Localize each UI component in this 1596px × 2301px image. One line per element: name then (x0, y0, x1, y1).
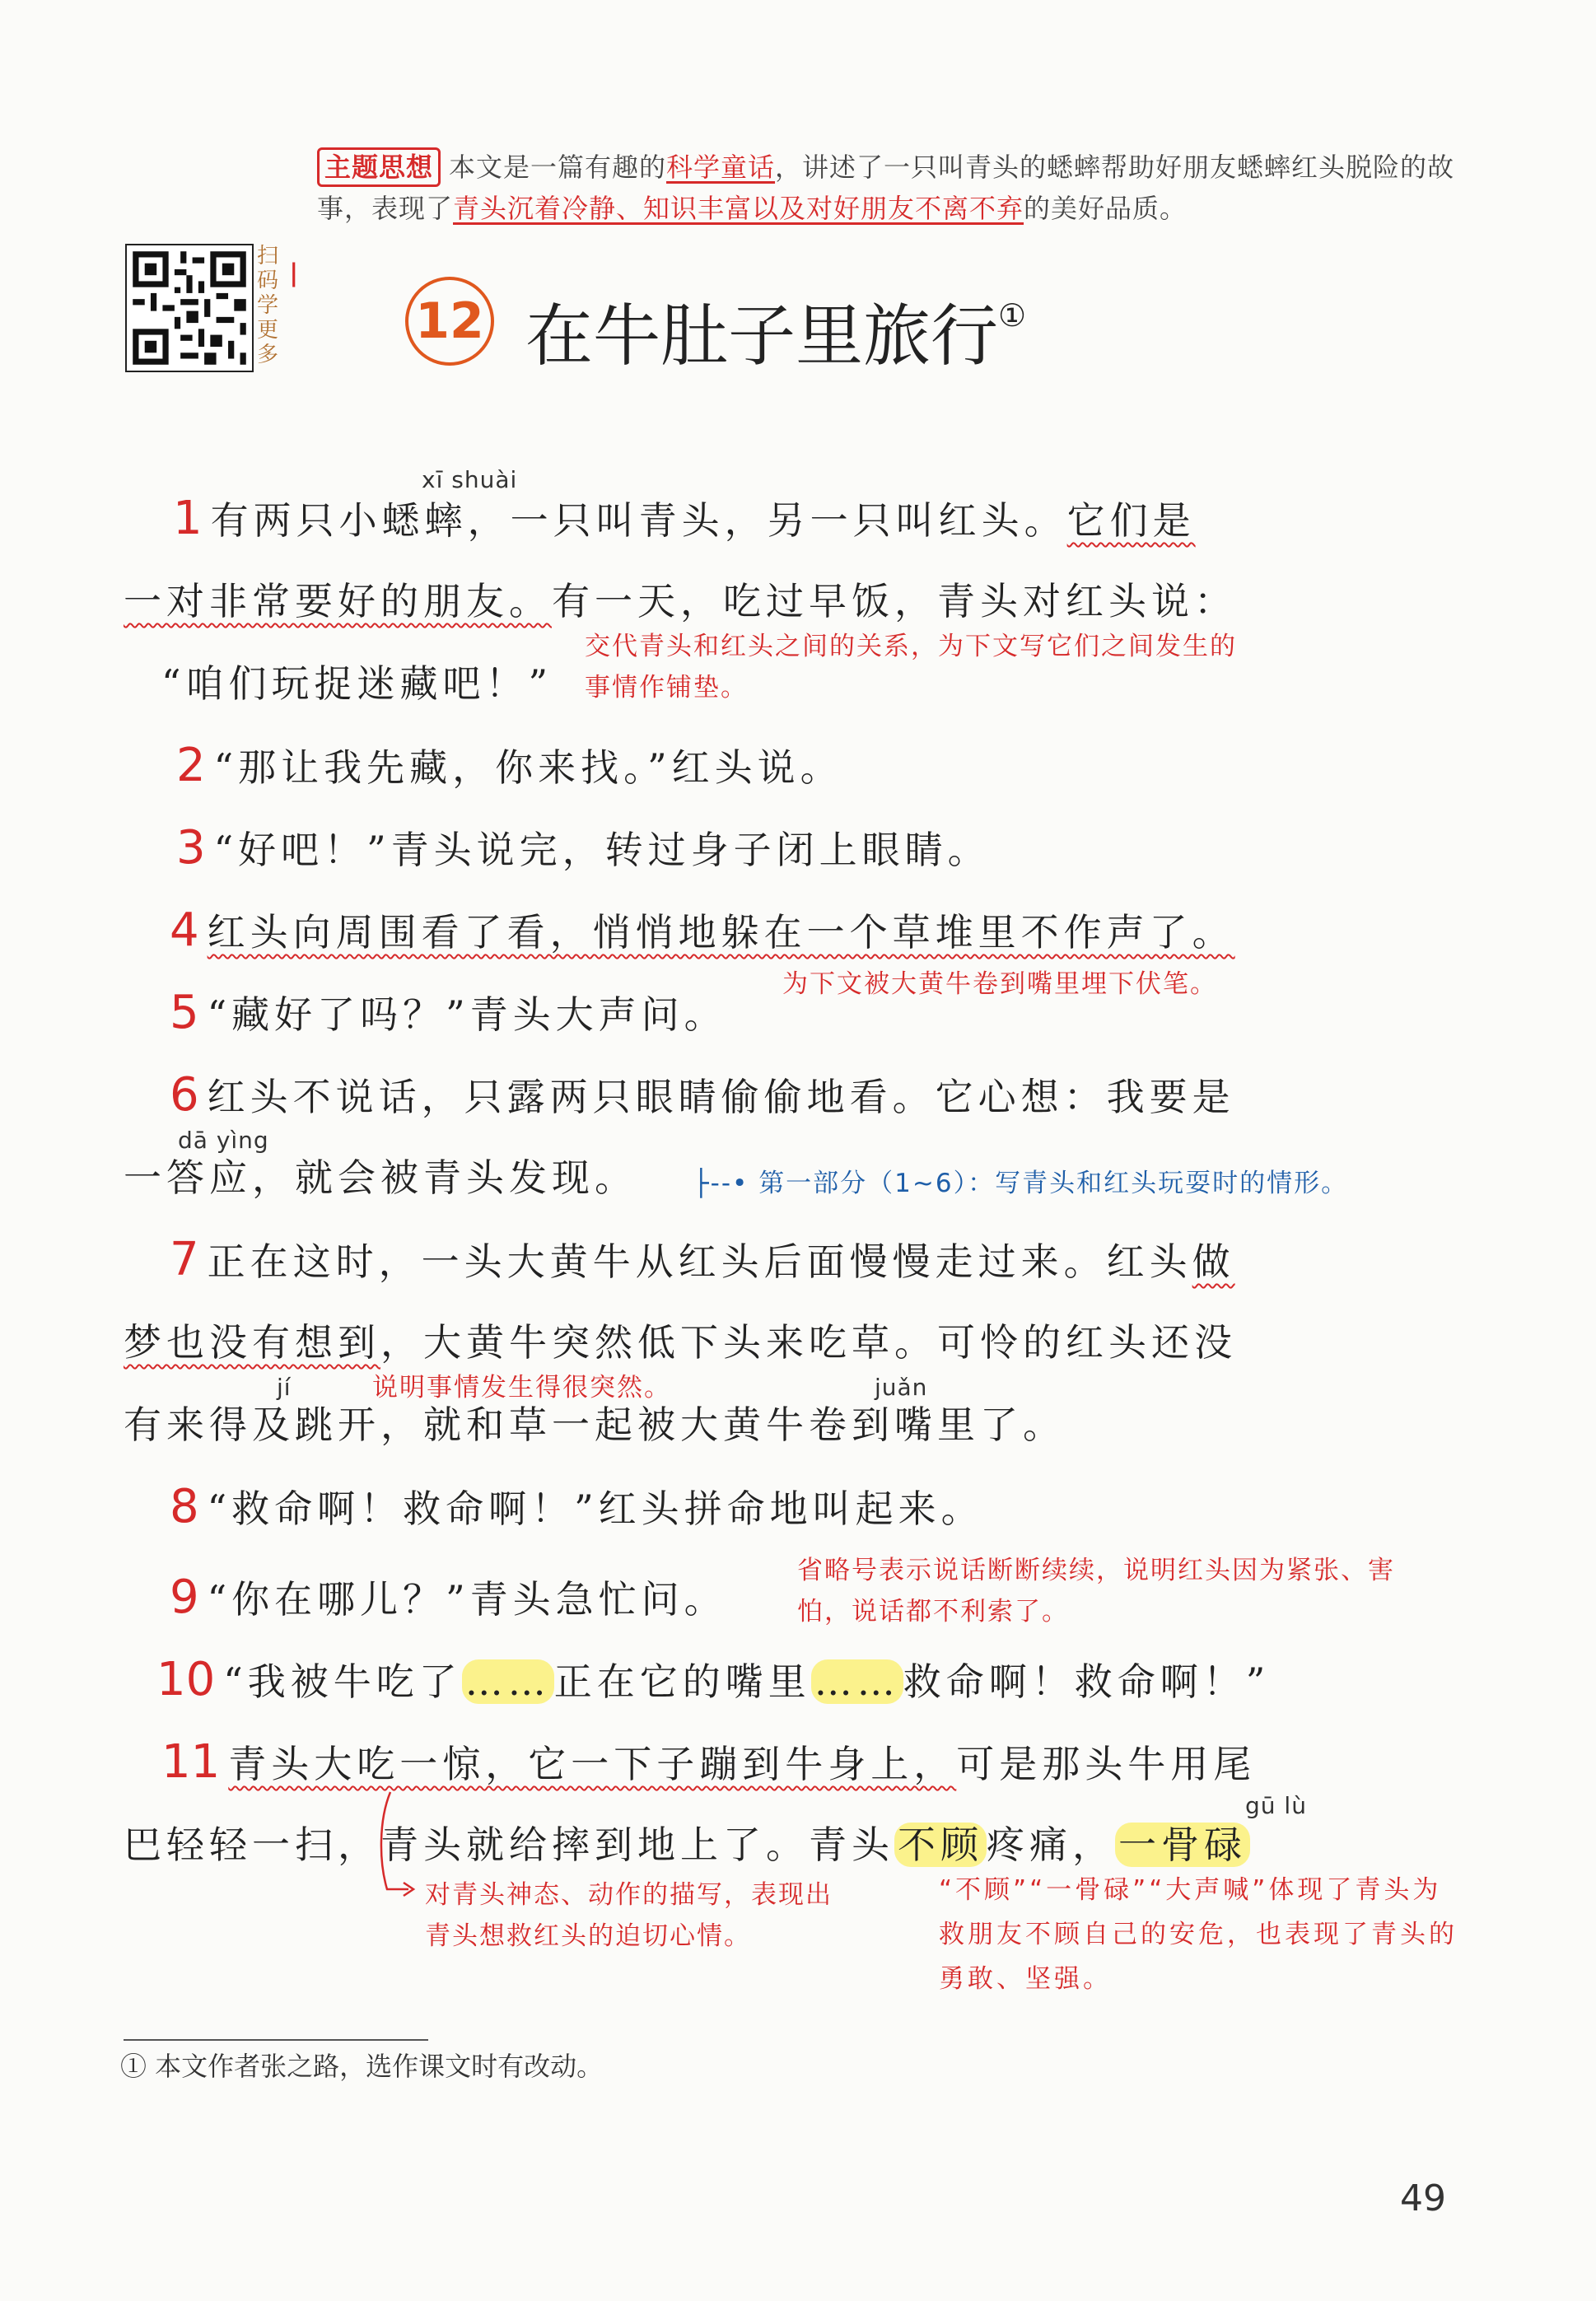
paragraph-number: 6 (170, 1068, 199, 1122)
theme-summary (317, 147, 1462, 229)
paragraph-number: 1 (173, 492, 203, 545)
pinyin-xishuai: xī shuài (422, 466, 518, 493)
annotation-note-11b: “不顾”“一骨碌”“大声喊”体现了青头为救朋友不顾自己的安危，也表现了青头的勇敢、坚强。 (939, 1875, 1458, 1994)
p6-line-1: 6 红头不说话，只露两只眼睛偷偷地看。它心想：我要是 (170, 1068, 1235, 1122)
pinyin-ji: jí (277, 1374, 292, 1401)
p4-line: 4 红头向周围看了看，悄悄地躲在一个草堆里不作声了。 (170, 903, 1235, 957)
paragraph-number: 3 (176, 821, 206, 875)
part-one-summary: ├--• 第一部分（1~6）：写青头和红头玩耍时的情形。 (693, 1169, 1349, 1198)
p7-line-1: 7 正在这时，一头大黄牛从红头后面慢慢走过来。红头做 (170, 1233, 1235, 1286)
ellipsis-highlight: …… (462, 1659, 554, 1704)
paragraph-number: 8 (170, 1480, 199, 1533)
p1-line-3: “咱们玩捉迷藏吧！” (161, 661, 553, 706)
paragraph-number: 5 (170, 986, 199, 1039)
footnote-divider (124, 2039, 428, 2041)
paragraph-number: 2 (176, 739, 206, 792)
paragraph-number: 11 (161, 1735, 221, 1789)
theme-keyword-2: 青头沉着冷静、知识丰富以及对好朋友不离不弃 (453, 193, 1024, 224)
qr-code-icon (127, 245, 252, 371)
bracket-arrow-icon: ├--• (693, 1169, 749, 1198)
title-footnote-mark: ① (998, 297, 1027, 334)
annotation-note-7: 说明事情发生得很突然。 (372, 1373, 671, 1403)
pinyin-gulu: gū lù (1245, 1792, 1307, 1819)
theme-text-2: ，讲述了一只叫青头的蟋蟀帮助好朋友蟋蟀红头脱险的故事，表现了 (317, 152, 1455, 224)
annotation-note-11a: 对青头神态、动作的描写，表现出青头想救红头的迫切心情。 (425, 1880, 833, 1951)
annotation-note-9: 省略号表示说话断断续续，说明红头因为紧张、害怕，说话都不利索了。 (797, 1556, 1395, 1627)
annotation-note-1: 交代青头和红头之间的关系，为下文写它们之间发生的事情作铺垫。 (585, 632, 1237, 702)
p11-line-2: 巴轻轻一扫，青头就给摔到地上了。青头不顾疼痛，一骨碌 (124, 1820, 1250, 1869)
keyword-highlight: 不顾 (894, 1823, 987, 1867)
theme-tag: 主题思想 (317, 147, 441, 187)
theme-text-1: 本文是一篇有趣的 (449, 152, 667, 183)
paragraph-number: 9 (170, 1571, 199, 1624)
pinyin-juan: juǎn (875, 1374, 928, 1401)
p11-line-1: 11 青头大吃一惊，它一下子蹦到牛身上，可是那头牛用尾 (161, 1735, 1257, 1789)
annotation-arrow-icon (376, 1787, 425, 1911)
paragraph-number: 4 (170, 903, 199, 957)
qr-code[interactable] (125, 244, 254, 372)
footnote: ① 本文作者张之路，选作课文时有改动。 (120, 2051, 604, 2082)
pinyin-daying: dā yìng (178, 1127, 269, 1154)
theme-keyword-1: 科学童话 (666, 152, 776, 183)
p7-line-3: 有来得及跳开，就和草一起被大黄牛卷到嘴里了。 (124, 1403, 1066, 1447)
annotation-note-4: 为下文被大黄牛卷到嘴里埋下伏笔。 (782, 969, 1217, 999)
p6-line-2: 一答应，就会被青头发现。 (124, 1155, 637, 1200)
page-number: 49 (1400, 2177, 1446, 2219)
p10-line: 10 “我被牛吃了……正在它的嘴里……救命啊！救命啊！” (156, 1653, 1271, 1706)
p5-line: 5 “藏好了吗？”青头大声问。 (170, 986, 727, 1039)
keyword-highlight: 一骨碌 (1115, 1823, 1250, 1867)
qr-accent-mark: ǀ (290, 257, 298, 288)
lesson-title: 在牛肚子里旅行① (525, 297, 1027, 376)
p1-line-2: 一对非常要好的朋友。有一天，吃过早饭，青头对红头说： (124, 579, 1237, 623)
ellipsis-highlight: …… (811, 1659, 903, 1704)
theme-text-3: 的美好品质。 (1024, 193, 1188, 224)
paragraph-number: 10 (156, 1653, 216, 1706)
p3-line: 3 “好吧！”青头说完，转过身子闭上眼睛。 (176, 821, 991, 875)
p9-line: 9 “你在哪儿？”青头急忙问。 (170, 1571, 727, 1624)
lesson-number: 12 (405, 277, 494, 366)
p1-line-1: 1 有两只小蟋蟀，一只叫青头，另一只叫红头。它们是 (173, 492, 1196, 545)
p2-line: 2 “那让我先藏，你来找。”红头说。 (176, 739, 843, 792)
p8-line: 8 “救命啊！救命啊！”红头拼命地叫起来。 (170, 1480, 984, 1533)
p7-line-2: 梦也没有想到，大黄牛突然低下头来吃草。可怜的红头还没 (124, 1320, 1237, 1365)
qr-label: 扫码学更多 (257, 244, 279, 367)
paragraph-number: 7 (170, 1233, 199, 1286)
